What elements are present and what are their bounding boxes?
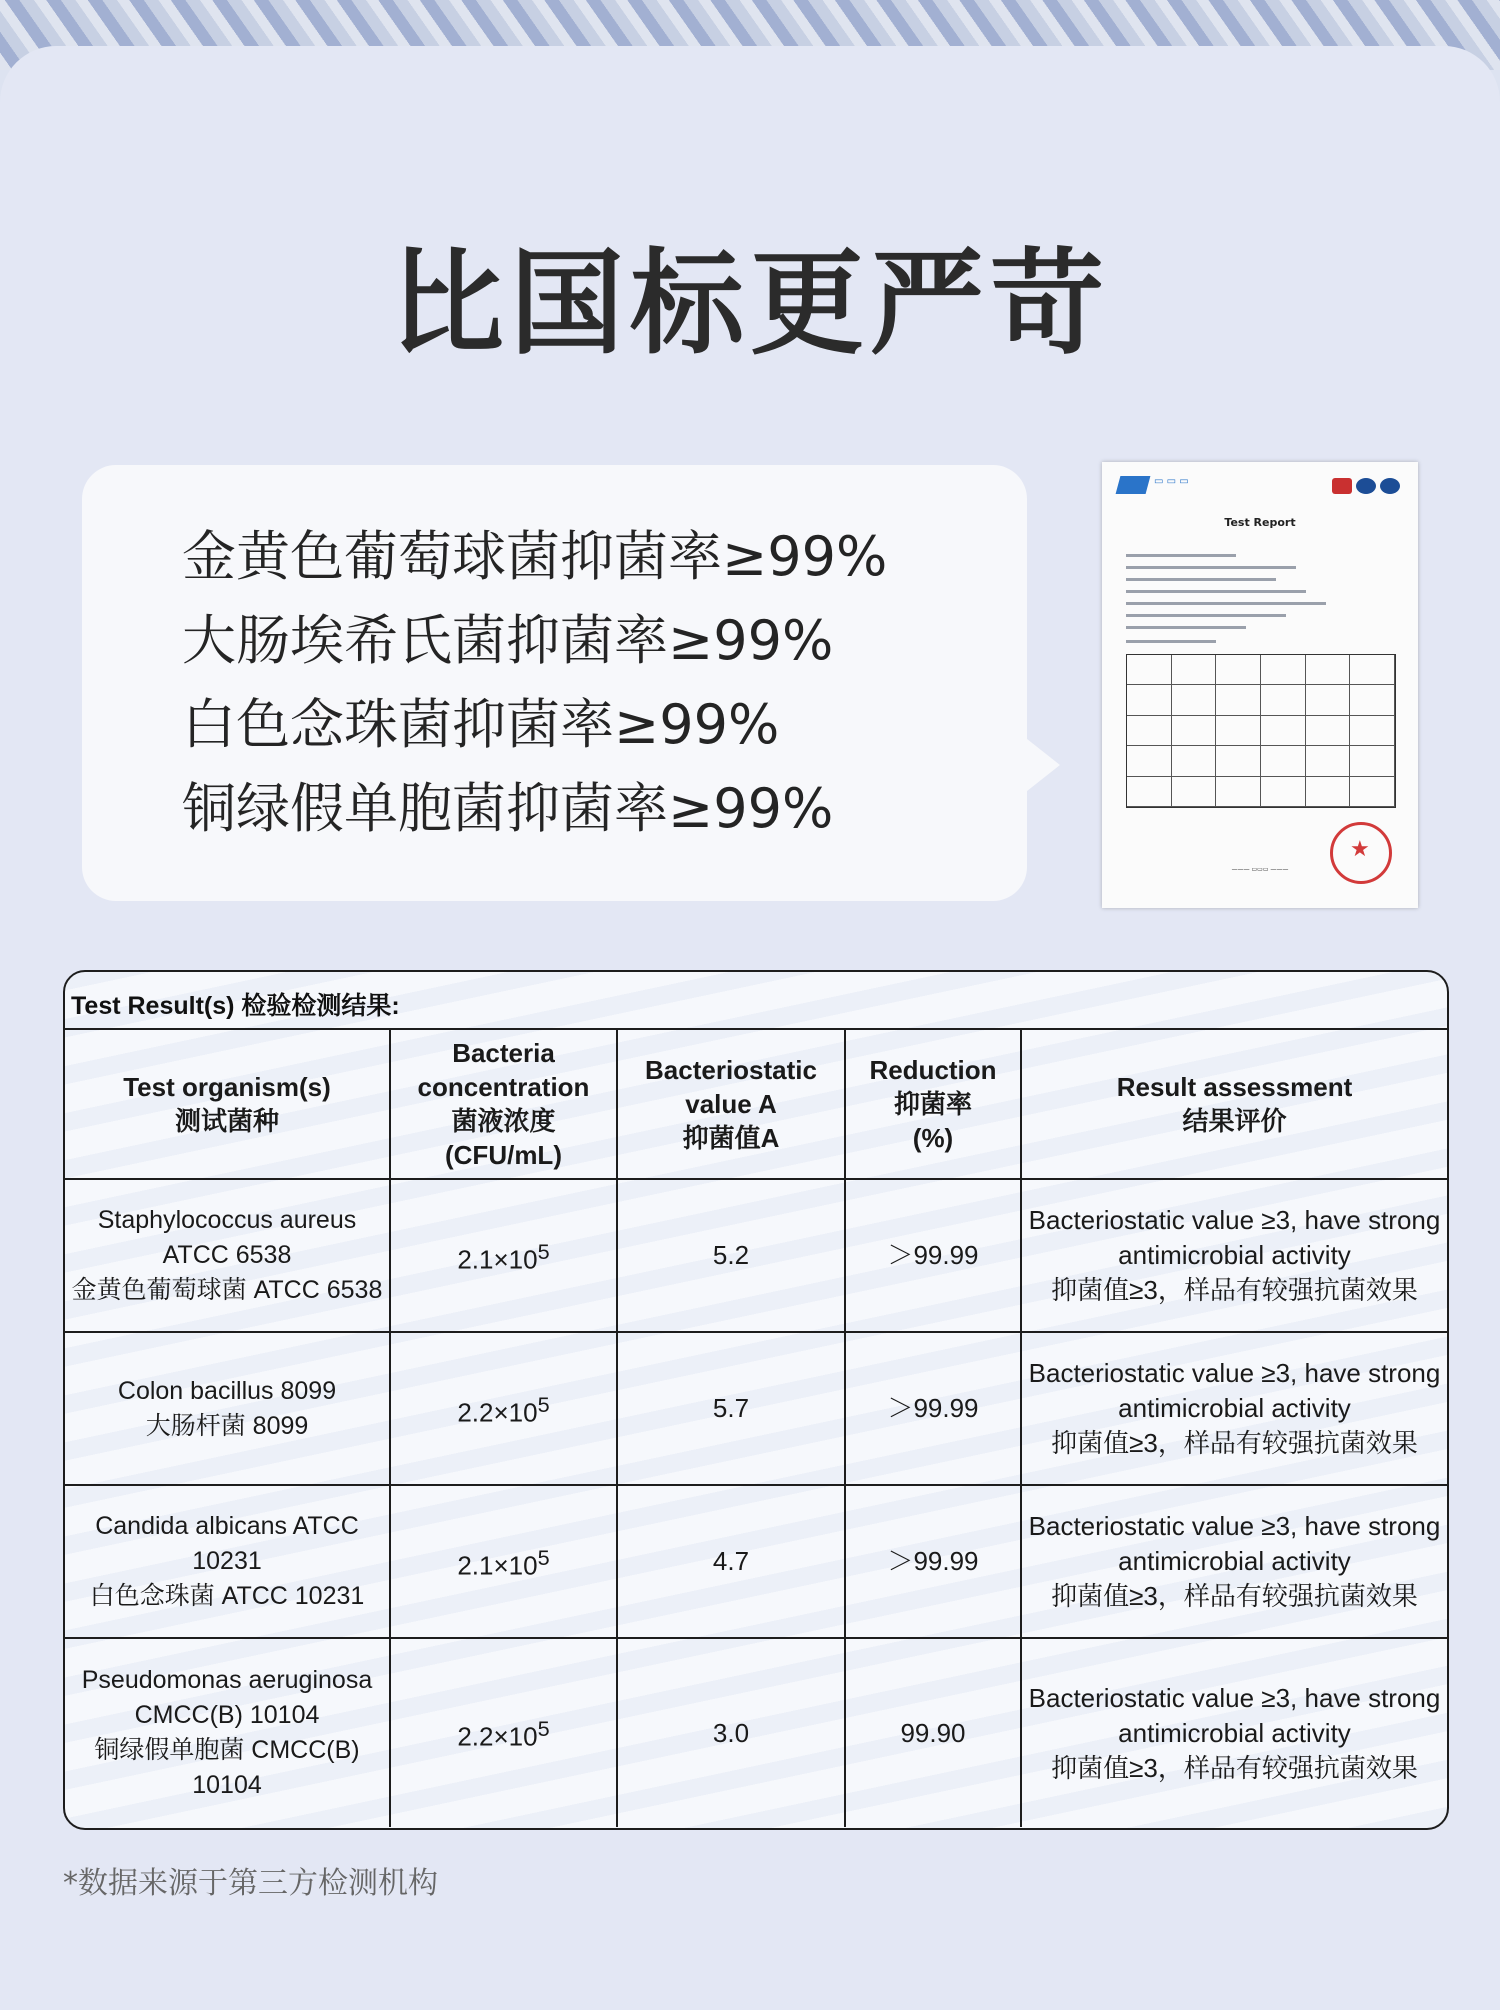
bubble-tail bbox=[1022, 735, 1060, 795]
assessment-cell: Bacteriostatic value ≥3, have strong antimicrobial activity 抑菌值≥3，样品有较强抗菌效果 bbox=[1021, 1179, 1447, 1332]
text-line bbox=[1126, 614, 1286, 617]
page-title: 比国标更严苛 bbox=[389, 237, 1110, 370]
official-seal-stamp bbox=[1330, 822, 1392, 884]
table-row bbox=[65, 1638, 1447, 1827]
organism-cell: Staphylococcus aureus ATCC 6538 金黄色葡萄球菌 ATCC 6538 bbox=[65, 1179, 390, 1332]
claim-item: 白色念珠菌抑菌率≥99% bbox=[182, 693, 780, 756]
cnas-mark-icon bbox=[1380, 478, 1400, 494]
header-concentration: Bacteria concentration 菌液浓度 (CFU/mL) bbox=[390, 1029, 617, 1179]
reduction-cell: 99.90 bbox=[845, 1638, 1021, 1827]
assessment-cell: Bacteriostatic value ≥3, have strong antimicrobial activity 抑菌值≥3，样品有较强抗菌效果 bbox=[1021, 1485, 1447, 1638]
reduction-cell: ＞99.99 bbox=[845, 1485, 1021, 1638]
assessment-cell: Bacteriostatic value ≥3, have strong antimicrobial activity 抑菌值≥3，样品有较强抗菌效果 bbox=[1021, 1638, 1447, 1827]
claim-item: 金黄色葡萄球菌抑菌率≥99% bbox=[182, 525, 888, 588]
text-line bbox=[1126, 554, 1236, 557]
text-line bbox=[1126, 626, 1246, 629]
claim-item: 大肠埃希氏菌抑菌率≥99% bbox=[182, 609, 834, 672]
table-header-row bbox=[65, 1029, 1447, 1179]
report-title: Test Report bbox=[1224, 516, 1296, 529]
source-footnote: *数据来源于第三方检测机构 bbox=[63, 1866, 438, 1901]
header-bacteriostatic-value: Bacteriostatic value A 抑菌值A bbox=[617, 1029, 845, 1179]
reduction-cell: ＞99.99 bbox=[845, 1179, 1021, 1332]
organism-cell: Colon bacillus 8099 大肠杆菌 8099 bbox=[65, 1332, 390, 1485]
text-line bbox=[1126, 640, 1216, 643]
accreditation-marks bbox=[1332, 478, 1400, 494]
bacteriostatic-value-cell: 5.7 bbox=[617, 1332, 845, 1485]
table-row bbox=[65, 1485, 1447, 1638]
text-line bbox=[1126, 602, 1326, 605]
header-reduction: Reduction 抑菌率 (%) bbox=[845, 1029, 1021, 1179]
lab-logo-text: ▭ ▭ ▭ bbox=[1154, 476, 1189, 487]
bacteriostatic-value-cell: 4.7 bbox=[617, 1485, 845, 1638]
test-results-table bbox=[65, 1028, 1447, 1827]
claims-list bbox=[182, 515, 887, 851]
test-results-table-card bbox=[63, 970, 1449, 1830]
bacteriostatic-value-cell: 5.2 bbox=[617, 1179, 845, 1332]
report-mini-table bbox=[1126, 654, 1396, 808]
header-organism: Test organism(s) 测试菌种 bbox=[65, 1029, 390, 1179]
test-report-thumbnail bbox=[1102, 462, 1418, 908]
table-row bbox=[65, 1332, 1447, 1485]
table-row bbox=[65, 1179, 1447, 1332]
claim-item: 铜绿假单胞菌抑菌率≥99% bbox=[182, 777, 834, 840]
ilac-mark-icon bbox=[1356, 478, 1376, 494]
concentration-cell: $2.1\times 10^5$ bbox=[390, 1179, 617, 1332]
concentration-cell: $2.1\times 10^5$ bbox=[390, 1485, 617, 1638]
table-caption: Test Result(s) 检验检测结果: bbox=[71, 992, 400, 1020]
text-line bbox=[1126, 566, 1296, 569]
text-line bbox=[1126, 590, 1306, 593]
organism-cell: Candida albicans ATCC 10231 白色念珠菌 ATCC 10231 bbox=[65, 1485, 390, 1638]
text-line bbox=[1126, 578, 1276, 581]
reduction-cell: ＞99.99 bbox=[845, 1332, 1021, 1485]
header-assessment: Result assessment 结果评价 bbox=[1021, 1029, 1447, 1179]
concentration-cell: $2.2\times 10^5$ bbox=[390, 1332, 617, 1485]
bacteriostatic-value-cell: 3.0 bbox=[617, 1638, 845, 1827]
assessment-cell: Bacteriostatic value ≥3, have strong antimicrobial activity 抑菌值≥3，样品有较强抗菌效果 bbox=[1021, 1332, 1447, 1485]
organism-cell: Pseudomonas aeruginosa CMCC(B) 10104 铜绿假单胞菌 CMCC(B) 10104 bbox=[65, 1638, 390, 1827]
lab-logo bbox=[1116, 476, 1151, 494]
report-end-line: ——— ▭▭▭ ——— bbox=[1231, 866, 1289, 873]
cma-mark-icon bbox=[1332, 478, 1352, 494]
concentration-cell: $2.2\times 10^5$ bbox=[390, 1638, 617, 1827]
